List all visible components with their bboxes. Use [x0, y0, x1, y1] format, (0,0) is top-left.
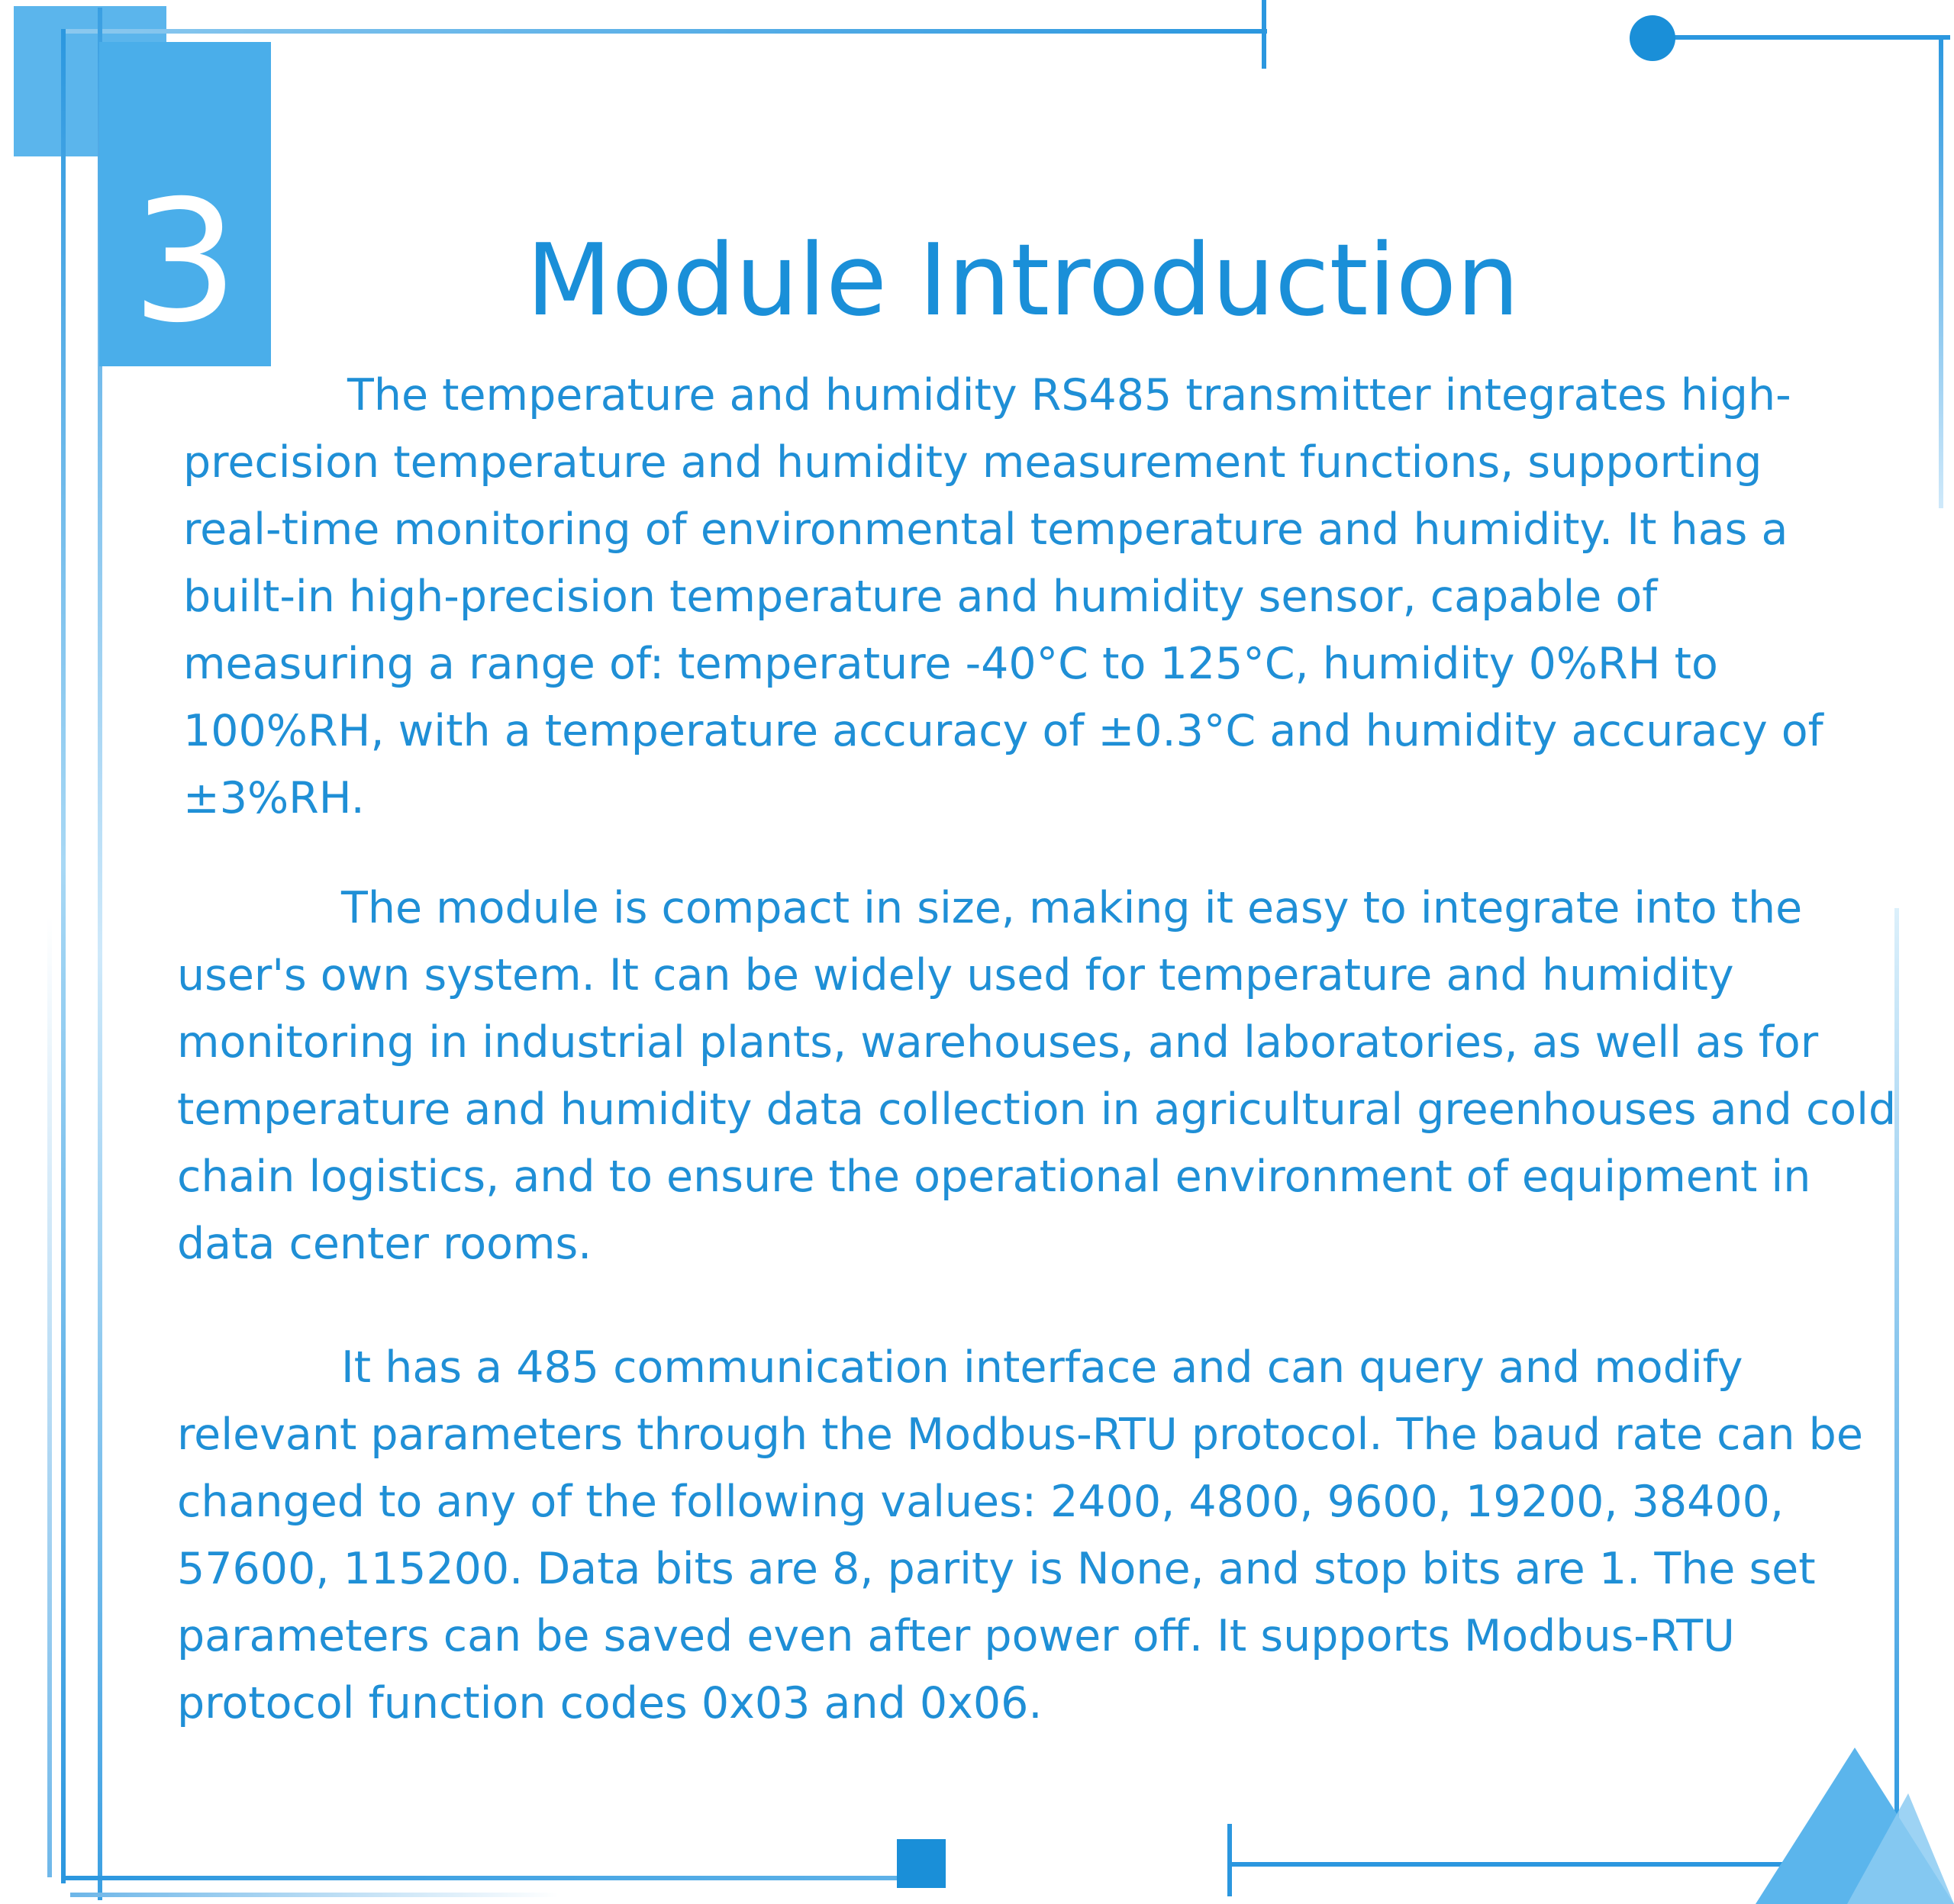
- frame-left-line-outer: [61, 29, 66, 1883]
- frame-bottom-tick: [1227, 1824, 1232, 1896]
- paragraph-communication: It has a 485 communication interface and can query and modify relevant parameters through the Modbus-RTU protocol. The baud rate can be changed to any of the following values: 2400, 4800, 9600, 19200, 38400, 57600, 115200. Data bits are 8, parity is None, and stop bits are 1. The set parameters can be saved even after power off. It supports Modbus-RTU protocol function codes 0x03 and 0x06.: [177, 1342, 1863, 1728]
- frame-top-right-dot: [1630, 15, 1675, 61]
- frame-right-line: [1939, 35, 1943, 508]
- frame-top-tick: [1262, 0, 1266, 69]
- frame-left-line-far: [47, 916, 52, 1877]
- page-title: Module Introduction: [526, 222, 1520, 339]
- paragraph-overview: The temperature and humidity RS485 transmitter integrates high-precision temperature and humidity measurement functions, supporting real-time monitoring of environmental temperature and humidity. It has a built-in high-precision temperature and humidity sensor, capable of measuring a range of: temperature -40°C to 125°C, humidity 0%RH to 100%RH, with a temperature accuracy of ±0.3°C and humidity accuracy of ±3%RH.: [183, 370, 1823, 823]
- frame-bottom-square: [897, 1839, 946, 1888]
- frame-top-right-line: [1653, 35, 1950, 40]
- frame-bottom-line-outer: [61, 1876, 908, 1880]
- section-number-badge: [99, 42, 271, 366]
- frame-bottom-line-inner: [70, 1893, 559, 1897]
- frame-top-line: [61, 29, 1267, 34]
- corner-triangles: [1756, 1732, 1954, 1904]
- section-number: 3: [131, 163, 239, 359]
- paragraph-applications: The module is compact in size, making it easy to integrate into the user's own system. It can be widely used for temperature and humidity monitoring in industrial plants, warehouses, and laboratories, as well as for temperature and humidity data collection in agricultural greenhouses and cold chain logistics, and to ensure the operational environment of equipment in data center rooms.: [177, 883, 1897, 1269]
